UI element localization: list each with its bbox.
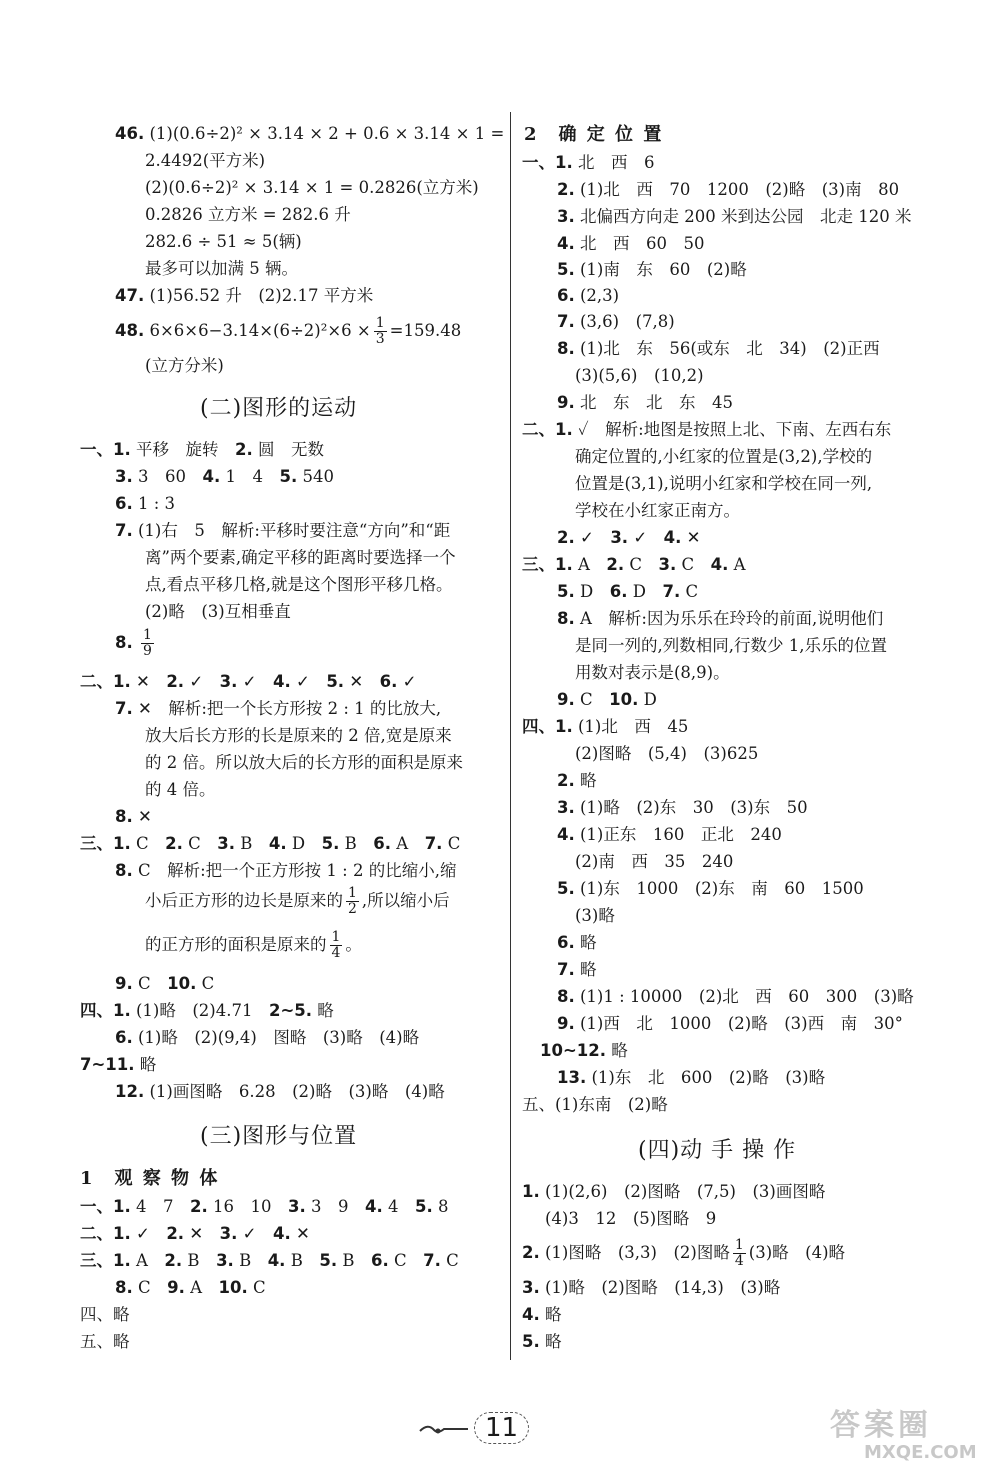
s2-q4-6: 6. (1)略 (2)(9,4) 图略 (3)略 (4)略	[115, 1028, 420, 1047]
page-number: 11	[474, 1412, 529, 1444]
s4-q2: 2. (1)图略 (3,3) (2)图略 $\frac{1}{4}$ (3)略 (4)略	[522, 1237, 846, 1269]
s4-q1: 1. (1)(2,6) (2)图略 (7,5) (3)画图略	[522, 1182, 826, 1201]
r-q4-7: 7. 略	[557, 960, 597, 979]
answer-47: 47. (1)56.52 升 (2)2.17 平方米	[115, 286, 374, 305]
s2-q1-7: 7. (1)右 5 解析:平移时要注意“方向”和“距	[115, 521, 451, 540]
s4-q1-line2: (4)3 12 (5)图略 9	[545, 1209, 717, 1228]
answer-46-line3: (2)(0.6÷2)² × 3.14 × 1 = 0.2826(立方米)	[145, 178, 479, 197]
s2-q4-12: 12. (1)画图略 6.28 (2)略 (3)略 (4)略	[115, 1082, 445, 1101]
s2-q2-7-line2: 放大后长方形的长是原来的 2 倍,宽是原来	[145, 726, 452, 745]
s2-q2-7-line3: 的 2 倍。所以放大后的长方形的面积是原来	[145, 753, 463, 772]
r-q1-7: 7. (3,6) (7,8)	[557, 312, 675, 331]
r-q1-6: 6. (2,3)	[557, 286, 620, 305]
subsection-observe-objects: 1 观 察 物 体	[80, 1168, 220, 1189]
r-q4-6: 6. 略	[557, 933, 597, 952]
r-q3-8-line3: 用数对表示是(8,9)。	[575, 663, 730, 682]
s2-q1-6: 6. 1 : 3	[115, 494, 176, 513]
fraction-one-ninth: $\frac{1}{9}$	[143, 627, 152, 659]
s3-q4: 四、略	[80, 1305, 130, 1324]
answer-46-line1: 46. (1)(0.6÷2)² × 3.14 × 2 + 0.6 × 3.14 × 1 =	[115, 124, 505, 143]
column-divider	[510, 112, 511, 1360]
s2-q3-8-line3: 的正方形的面积是原来的 $\frac{1}{4}$ 。	[145, 929, 362, 961]
section-title-hands-on: (四)动 手 操 作	[638, 1138, 797, 1163]
r-q5: 五、(1)东南 (2)略	[522, 1095, 668, 1114]
s2-q3-9: 9. C 10. C	[115, 974, 215, 993]
s2-q2-7: 7. ✕ 解析:把一个长方形按 2 : 1 的比放大,	[115, 699, 442, 718]
s2-q2-7-line4: 的 4 倍。	[145, 780, 216, 799]
watermark-title: 答案圈	[830, 1408, 932, 1443]
answer-46-line6: 最多可以加满 5 辆。	[145, 259, 298, 278]
fraction-one-quarter: $\frac{1}{4}$	[331, 929, 341, 961]
fraction-one-third: $\frac{1}{3}$	[375, 315, 385, 347]
r-q4-9: 9. (1)西 北 1000 (2)略 (3)西 南 30°	[557, 1014, 903, 1033]
r-q3-8: 8. A 解析:因为乐乐在玲玲的前面,说明他们	[557, 609, 884, 628]
r-q4-8: 8. (1)1 : 10000 (2)北 西 60 300 (3)略	[557, 987, 914, 1006]
r-q3-1: 三、1. A 2. C 3. C 4. A	[522, 555, 746, 574]
r-q1-4: 4. 北 西 60 50	[557, 234, 705, 253]
answer-48: 48. 6×6×6−3.14×(6÷2)²×6 × $\frac{1}{3}$ =159.48	[115, 315, 462, 347]
answer-46-line4: 0.2826 立方米 = 282.6 升	[145, 205, 351, 224]
s2-q1-7-line4: (2)略 (3)互相垂直	[145, 602, 291, 621]
page-ornament-icon	[418, 1422, 470, 1436]
r-q3-5: 5. D 6. D 7. C	[557, 582, 699, 601]
s2-q3-8: 8. C 解析:把一个正方形按 1 : 2 的比缩小,缩	[115, 861, 457, 880]
s3-q3-8: 8. C 9. A 10. C	[115, 1278, 266, 1297]
s3-q1-1: 一、1. 4 7 2. 16 10 3. 3 9 4. 4 5. 8	[80, 1197, 449, 1216]
s2-q2-1: 二、1. ✕ 2. ✓ 3. ✓ 4. ✓ 5. ✕ 6. ✓	[80, 672, 417, 691]
answer-46-line5: 282.6 ÷ 51 ≈ 5(辆)	[145, 232, 302, 251]
s2-q3-8-line2: 小后正方形的边长是原来的 $\frac{1}{2}$ ,所以缩小后	[145, 885, 450, 917]
r-q2-1-line2: 确定位置的,小红家的位置是(3,2),学校的	[575, 447, 873, 466]
r-q4-5-line2: (3)略	[575, 906, 615, 925]
s4-q4: 4. 略	[522, 1305, 562, 1324]
r-q1-3: 3. 北偏西方向走 200 米到达公园 北走 120 米	[557, 207, 912, 226]
r-q2-1-line3: 位置是(3,1),说明小红家和学校在同一列,	[575, 474, 873, 493]
r-q4-1: 四、1. (1)北 西 45	[522, 717, 689, 736]
watermark-logo	[830, 1400, 990, 1470]
r-q1-1: 一、1. 北 西 6	[522, 153, 655, 172]
r-q1-2: 2. (1)北 西 70 1200 (2)略 (3)南 80	[557, 180, 900, 199]
r-q2-2: 2. ✓ 3. ✓ 4. ✕	[557, 528, 701, 547]
r-q1-8-line2: (3)(5,6) (10,2)	[575, 366, 704, 385]
r-q1-5: 5. (1)南 东 60 (2)略	[557, 260, 747, 279]
fraction-one-quarter-s4: $\frac{1}{4}$	[734, 1237, 744, 1269]
r-q4-4-line2: (2)南 西 35 240	[575, 852, 734, 871]
answer-46-line2: 2.4492(平方米)	[145, 151, 266, 170]
r-q4-4: 4. (1)正东 160 正北 240	[557, 825, 782, 844]
r-q1-8: 8. (1)北 东 56(或东 北 34) (2)正西	[557, 339, 880, 358]
s4-q5: 5. 略	[522, 1332, 562, 1351]
s2-q4-7: 7~11. 略	[80, 1055, 157, 1074]
s2-q1-7-line3: 点,看点平移几格,就是这个图形平移几格。	[145, 575, 453, 594]
s2-q1-1: 一、1. 平移 旋转 2. 圆 无数	[80, 440, 324, 459]
s3-q2-1: 二、1. ✓ 2. ✕ 3. ✓ 4. ✕	[80, 1224, 310, 1243]
r-q4-10: 10~12. 略	[540, 1041, 628, 1060]
s2-q1-7-line2: 离”两个要素,确定平移的距离时要选择一个	[145, 548, 456, 567]
r-q4-13: 13. (1)东 北 600 (2)略 (3)略	[557, 1068, 826, 1087]
r-q3-9: 9. C 10. D	[557, 690, 657, 709]
s2-q1-8: 8. $\frac{1}{9}$	[115, 627, 152, 659]
r-q4-2: 2. 略	[557, 771, 597, 790]
r-q3-8-line2: 是同一列的,列数相同,行数少 1,乐乐的位置	[575, 636, 887, 655]
r-q4-1-line2: (2)图略 (5,4) (3)625	[575, 744, 759, 763]
s4-q3: 3. (1)略 (2)图略 (14,3) (3)略	[522, 1278, 781, 1297]
r-q2-1-line4: 学校在小红家正南方。	[575, 501, 740, 520]
answer-48-unit: (立方分米)	[145, 356, 224, 375]
s3-q3-1: 三、1. A 2. B 3. B 4. B 5. B 6. C 7. C	[80, 1251, 459, 1270]
s2-q1-3: 3. 3 60 4. 1 4 5. 540	[115, 467, 334, 486]
s3-q5: 五、略	[80, 1332, 130, 1351]
r-q2-1: 二、1. ✓ 解析:地图是按照上北、下南、左西右东	[522, 420, 892, 439]
s2-q4-1: 四、1. (1)略 (2)4.71 2~5. 略	[80, 1001, 334, 1020]
r-q1-9: 9. 北 东 北 东 45	[557, 393, 733, 412]
fraction-one-half: $\frac{1}{2}$	[348, 885, 357, 917]
subsection-determine-position: 2 确 定 位 置	[524, 124, 664, 145]
r-q4-3: 3. (1)略 (2)东 30 (3)东 50	[557, 798, 808, 817]
s2-q2-8: 8. ✕	[115, 807, 152, 826]
watermark-url: MXQE.COM	[864, 1442, 977, 1463]
s2-q3-1: 三、1. C 2. C 3. B 4. D 5. B 6. A 7. C	[80, 834, 461, 853]
r-q4-5: 5. (1)东 1000 (2)东 南 60 1500	[557, 879, 864, 898]
section-title-position: (三)图形与位置	[200, 1124, 358, 1149]
section-title-transformation: (二)图形的运动	[200, 396, 358, 421]
